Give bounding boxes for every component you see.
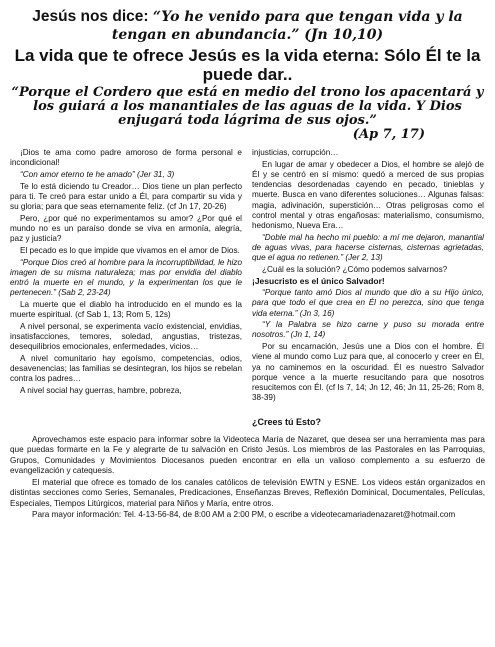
left-p1: ¡Dios te ama como padre amoroso de forma personal e incondicional!: [10, 148, 242, 168]
bottom-p2: El material que ofrece es tomado de los canales católicos de televisión EWTN y ESNE. Los videos están organizados en distintas secciones como Series, Semanales, Predicaciones, Enseñanzas Breves, Reflexión Dominical, Documentales, Películas, Especiales, Tiempos Litúrgicos, material para Niños y María, entre otros.: [10, 477, 485, 508]
left-p6: “Porque Dios creó al hombre para la incorruptibilidad, le hizo imagen de su misma naturaleza; mas por envidia del diablo entró la muerte en el mundo, y la experimentan los que le pertenecen.” (Sab 2, 23-24): [10, 257, 242, 298]
left-p2: “Con amor eterno te he amado” (Jer 31, 3): [20, 169, 175, 179]
right-p1: injusticias, corrupción…: [252, 148, 339, 157]
right-p5: ¡Jesucristo es el único Salvador!: [252, 276, 385, 287]
right-p2: En lugar de amar y obedecer a Dios, el hombre se alejó de Él y se centró en sí mismo: quedó a merced de sus propias tendencias desordenadas cayendo en pecado, tinieblas y muerte. Busca en vano diferentes soluciones… Algunas falsas: magia, adivinación, superstición… Otras peligrosas como el control mental y otras engañosas: materialismo, consumismo, hedonismo, Nueva Era…: [252, 159, 484, 230]
left-p3: Te lo está diciendo tu Creador… Dios tiene un plan perfecto para ti. Te creó para estar unido a Él, para compartir su vida y su gloria; para que seas eternamente feliz. (cf Jn 17, 20-26): [10, 181, 242, 212]
right-p3: “Doble mal ha hecho mi pueblo: a mí me dejaron, manantial de aguas vivas, para hacerse cisternas, cisternas agrietadas, que el agua no retienen.” (Jer 2, 13): [252, 232, 484, 263]
body-columns: [10, 148, 485, 429]
header-quote: “Yo he venido para que tengan vida y la tengan en abundancia.” (Jn 10,10): [111, 9, 463, 43]
right-p4: ¿Cuál es la solución? ¿Cómo podemos salvarnos?: [262, 264, 448, 274]
bottom-p1: Aprovechamos este espacio para informar sobre la Videoteca María de Nazaret, que desea ser una herramienta mas para que puedas formarte en la Fe y alegrarte de tu salvación en Cristo Jesús. Los miembros de las Pastorales en las Parroquias, Grupos, Comunidades y Movimientos Diocesanos pueden encontrar en ella un valioso complemento a su esfuerzo de evangelización y catequesis.: [10, 435, 485, 476]
right-p6: “Porque tanto amó Dios al mundo que dio a su Hijo único, para que todo el que crea en Él no perezca, sino que tenga vida eterna.” (Jn 3, 16): [252, 288, 484, 318]
left-column: [10, 148, 242, 429]
right-column: [252, 148, 484, 429]
right-p8: Por su encarnación, Jesús une a Dios con el hombre. Él viene al mundo como Luz para que, al conocerlo y creer en Él, ya no caminemos en la oscuridad. Él es nuestro Salvador porque vence a la muerte resucitando para que nosotros resucitemos con Él. (cf Is 7, 14; Jn 12, 46; Jn 11, 25-26; Rom 8, 38-39): [252, 342, 484, 403]
header-line-3: “Porque el Cordero que está en medio del trono los apacentará y los guiará a los manantiales de las aguas de la vida. Y Dios enjugará toda lágrima de sus ojos.”: [11, 85, 484, 128]
header-line-3-ref: (Ap 7, 17): [352, 127, 425, 142]
bottom-p3: Para mayor información: Tel. 4-13-56-84, de 8:00 AM a 2:00 PM, o escribe a videotecamariadenazaret@hotmail.com: [32, 509, 456, 519]
header-lead: Jesús nos dice:: [32, 8, 149, 25]
right-p9: ¿Crees tú Esto?: [252, 417, 322, 428]
left-p7: La muerte que el diablo ha introducido en el mundo es la muerte espiritual. (cf Sab 1, 13; Rom 5, 12s): [10, 299, 242, 320]
bottom-section: [10, 435, 485, 520]
left-p5: El pecado es lo que impide que vivamos en el amor de Dios.: [20, 245, 240, 255]
left-p10: A nivel social hay guerras, hambre, pobreza,: [20, 385, 182, 395]
left-p4: Pero, ¿por qué no experimentamos su amor? ¿Por qué el mundo no es un paraíso donde se viva en armonía, alegría, paz y justicia?: [10, 213, 242, 244]
left-p8: A nivel personal, se experimenta vacío existencial, envidias, insatisfacciones, temores, soledad, angustias, tristezas, desequilibrios emocionales, enfermedades, vicios…: [10, 321, 242, 352]
header-line-2: La vida que te ofrece Jesús es la vida eterna: Sólo Él te la puede dar..: [14, 46, 481, 84]
right-p7: “Y la Palabra se hizo carne y puso su morada entre nosotros.” (Jn 1, 14): [252, 320, 484, 340]
header-line-1: [10, 8, 485, 44]
left-p9: A nivel comunitario hay egoísmo, competencias, odios, desavenencias; las familias se desintegran, los hijos se rebelan contra los padres…: [10, 353, 242, 384]
header: [10, 8, 485, 142]
